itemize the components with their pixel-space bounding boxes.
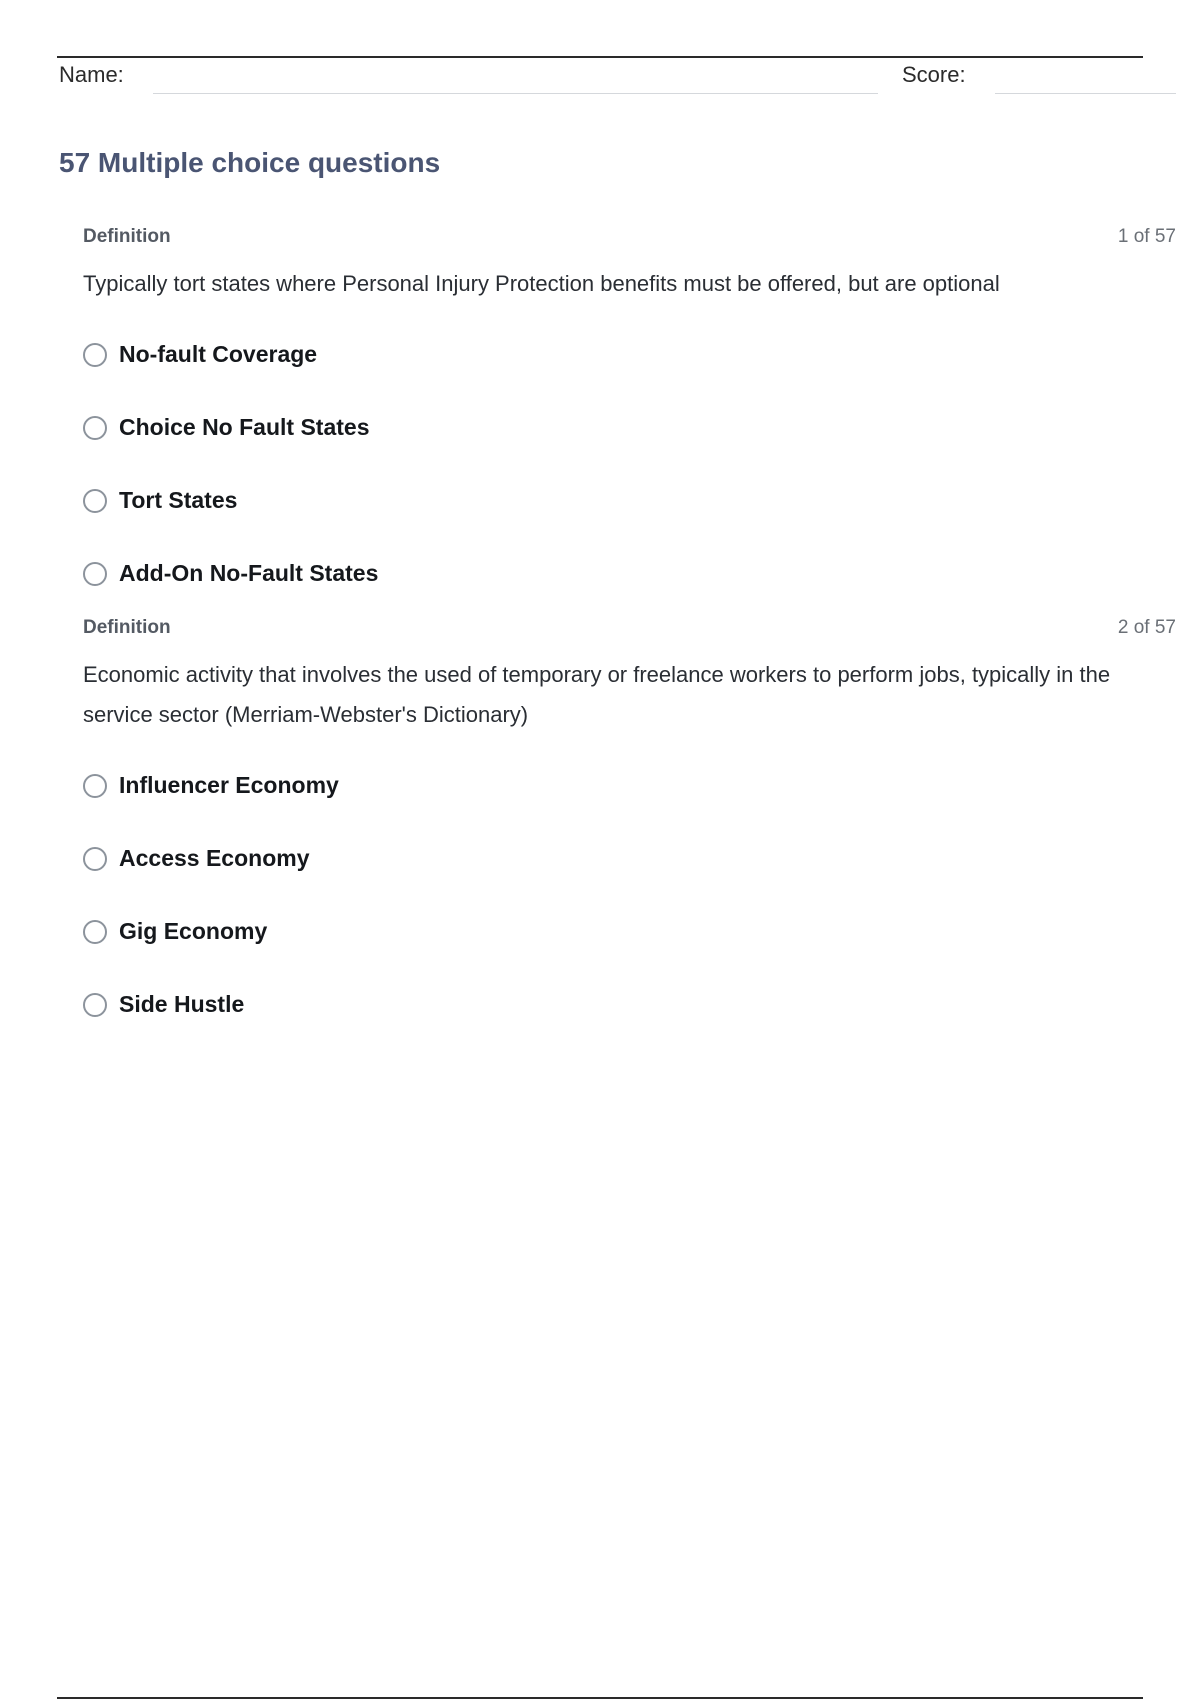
question-prompt: Typically tort states where Personal Injury Protection benefits must be offered, but are optional [83,271,1000,296]
answer-option[interactable] [83,749,1176,822]
question-counter: 2 of 57 [1117,617,1176,638]
question-counter: 1 of 57 [1117,226,1176,247]
score-label: Score: [902,62,966,87]
question-type-label: Definition [83,226,171,247]
answer-option[interactable] [83,822,1176,895]
radio-button-icon[interactable] [83,562,107,586]
answer-options [83,749,1176,1041]
name-label: Name: [59,62,124,87]
name-field[interactable] [153,93,878,94]
answer-option[interactable] [83,318,1176,391]
question-prompt: Economic activity that involves the used of temporary or freelance workers to perform jobs, typically in the service sector (Merriam-Webster's Dictionary) [83,662,1111,727]
question-1 [83,226,1176,610]
question-2 [83,617,1176,1041]
page-title: 57 Multiple choice questions [59,147,441,178]
bottom-divider [57,1697,1143,1699]
answer-option-label: Gig Economy [119,918,268,944]
answer-option-label: Add-On No-Fault States [119,560,379,586]
answer-option[interactable] [83,895,1176,968]
answer-option-label: Side Hustle [119,991,245,1017]
radio-button-icon[interactable] [83,847,107,871]
answer-option[interactable] [83,537,1176,610]
answer-option[interactable] [83,968,1176,1041]
radio-button-icon[interactable] [83,993,107,1017]
answer-option-label: Tort States [119,487,238,513]
radio-button-icon[interactable] [83,416,107,440]
radio-button-icon[interactable] [83,489,107,513]
score-field[interactable] [995,93,1176,94]
answer-options [83,318,1176,610]
answer-option-label: No-fault Coverage [119,341,318,367]
answer-option-label: Influencer Economy [119,772,339,798]
answer-option[interactable] [83,391,1176,464]
answer-option[interactable] [83,464,1176,537]
radio-button-icon[interactable] [83,774,107,798]
question-type-label: Definition [83,617,171,638]
radio-button-icon[interactable] [83,343,107,367]
answer-option-label: Choice No Fault States [119,414,370,440]
answer-option-label: Access Economy [119,845,310,871]
top-divider [57,56,1143,58]
radio-button-icon[interactable] [83,920,107,944]
